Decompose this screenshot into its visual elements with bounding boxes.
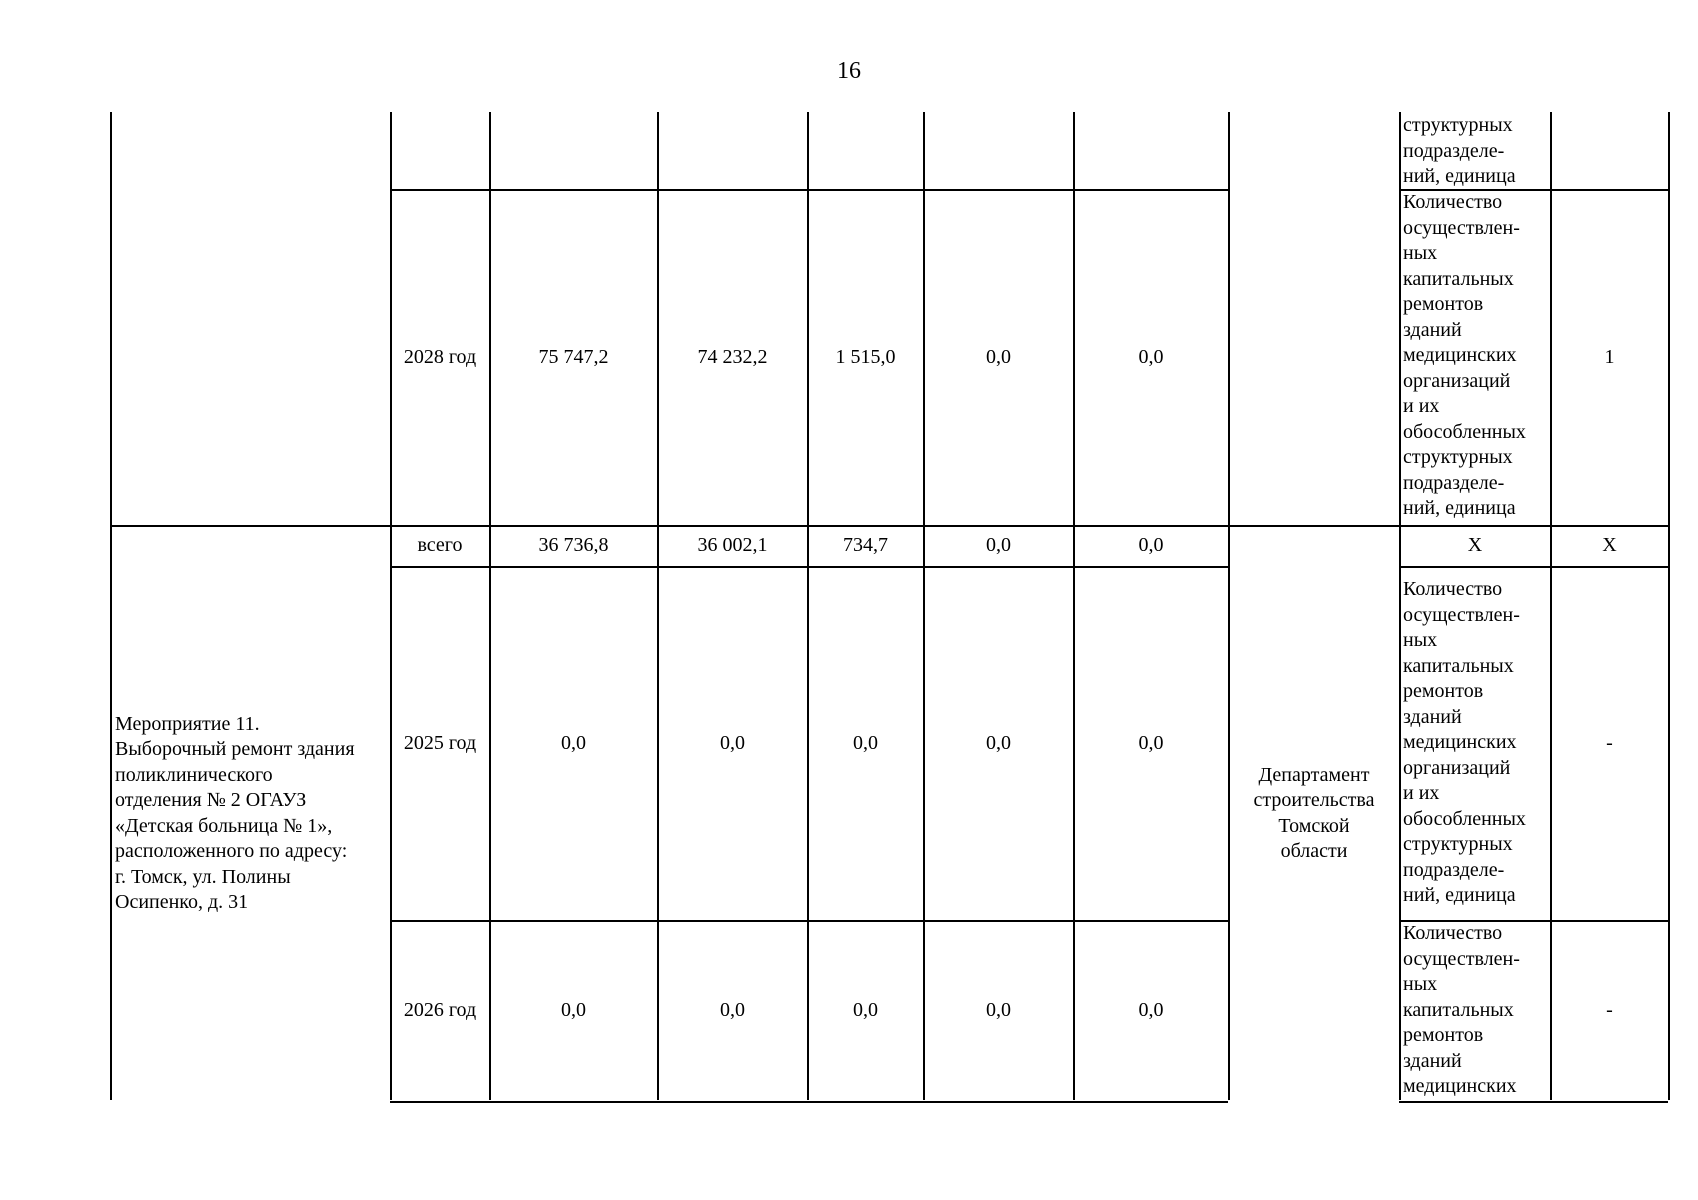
- page-number: 16: [837, 58, 861, 84]
- local-budget-cell: 0,0: [986, 999, 1011, 1022]
- federal-budget-cell: 74 232,2: [697, 345, 768, 368]
- total-cell: 0,0: [561, 731, 586, 754]
- indicator-value-cell: 1: [1604, 345, 1615, 368]
- regional-budget-cell: 0,0: [853, 999, 878, 1022]
- federal-budget-cell: 0,0: [720, 999, 745, 1022]
- indicator-value-cell: -: [1606, 731, 1613, 754]
- indicator-cell: структурных подразделе- ний, единица: [1403, 114, 1516, 187]
- local-budget-cell: 0,0: [986, 731, 1011, 754]
- executor-cell: Департамент строительства Томской области: [1253, 763, 1375, 862]
- total-cell: 75 747,2: [538, 345, 609, 368]
- federal-budget-cell: 36 002,1: [697, 534, 768, 557]
- extrabudgetary-cell: 0,0: [1138, 731, 1164, 754]
- grid-line: [1399, 112, 1401, 1100]
- total-cell: 36 736,8: [538, 534, 609, 557]
- table-border-right: [1668, 112, 1670, 1100]
- indicator-cell: X: [1467, 534, 1483, 557]
- grid-line: [1399, 1101, 1668, 1103]
- measure-name-cell: Мероприятие 11. Выборочный ремонт здания поликлинического отделения № 2 ОГАУЗ «Детская больница № 1», расположенного по адресу: г. Томск, ул. Полины Осипенко, д. 31: [115, 712, 355, 913]
- period-cell: 2025 год: [403, 731, 477, 754]
- extrabudgetary-cell: 0,0: [1138, 999, 1164, 1022]
- local-budget-cell: 0,0: [986, 534, 1011, 557]
- period-cell: 2026 год: [403, 999, 477, 1022]
- indicator-cell: Количество осуществлен- ных капитальных ремонтов зданий медицинских: [1403, 922, 1520, 1097]
- federal-budget-cell: 0,0: [720, 731, 745, 754]
- period-cell: всего: [417, 534, 463, 557]
- regional-budget-cell: 1 515,0: [835, 345, 896, 368]
- indicator-value-cell: X: [1602, 534, 1617, 557]
- extrabudgetary-cell: 0,0: [1138, 345, 1164, 368]
- regional-budget-cell: 0,0: [853, 731, 878, 754]
- indicator-cell: Количество осуществлен- ных капитальных ремонтов зданий медицинских организаций и их обособленных структурных подразделе- ний, единица: [1403, 191, 1526, 519]
- local-budget-cell: 0,0: [986, 345, 1011, 368]
- regional-budget-cell: 734,7: [843, 534, 888, 557]
- extrabudgetary-cell: 0,0: [1138, 534, 1164, 557]
- table-border-left: [110, 112, 112, 1100]
- indicator-value-cell: -: [1606, 999, 1613, 1022]
- grid-line: [390, 1101, 1228, 1103]
- total-cell: 0,0: [561, 999, 586, 1022]
- period-cell: 2028 год: [403, 345, 477, 368]
- indicator-cell: Количество осуществлен- ных капитальных ремонтов зданий медицинских организаций и их обособленных структурных подразделе- ний, единица: [1403, 578, 1526, 906]
